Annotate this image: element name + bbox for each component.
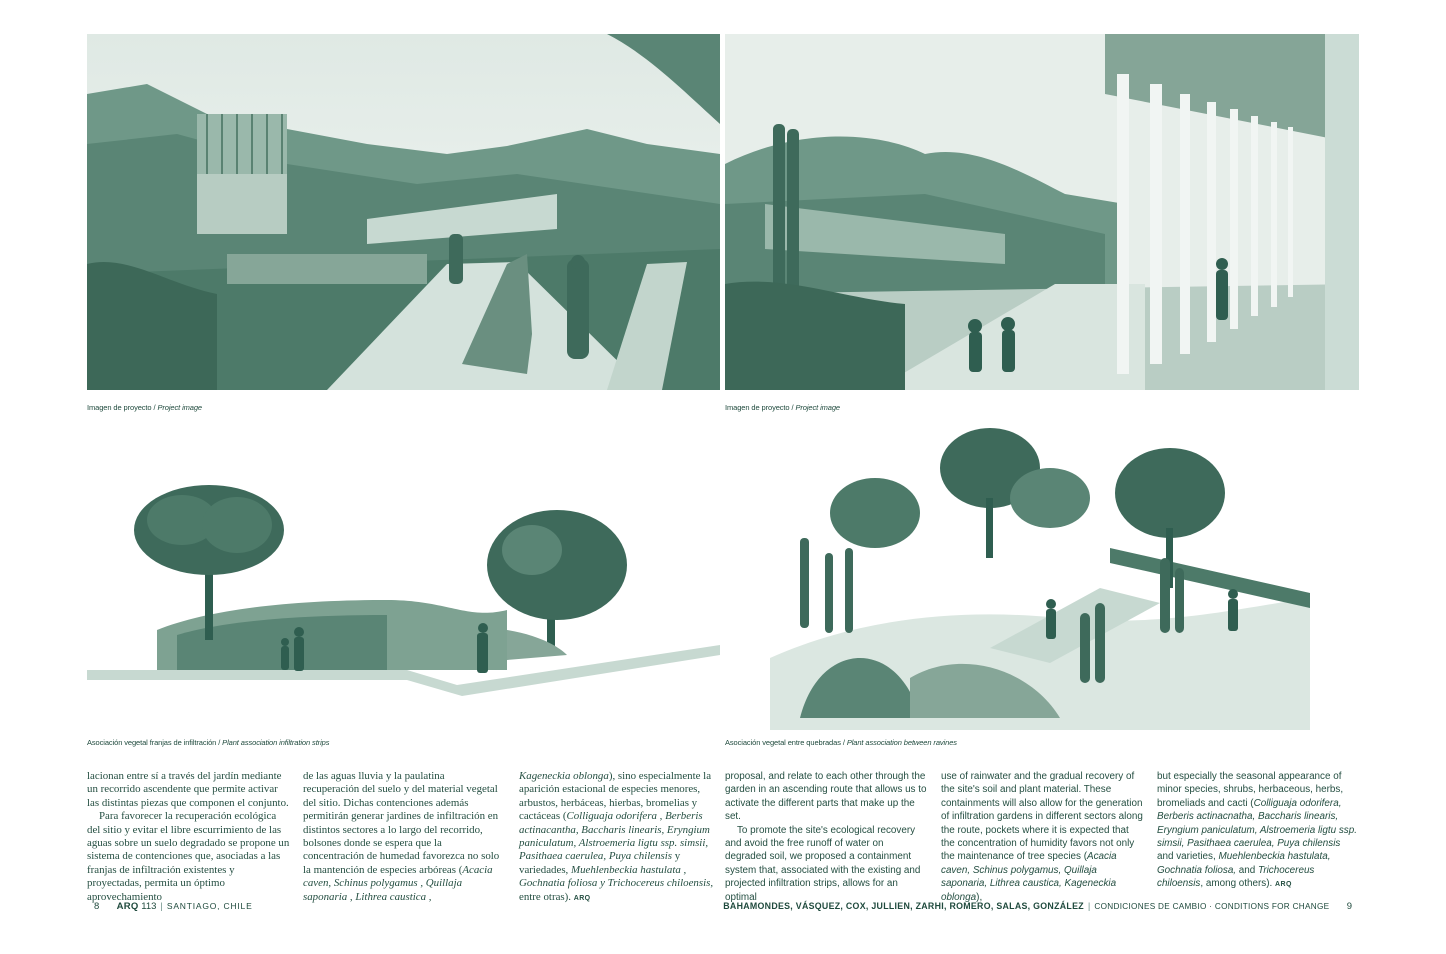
page-number: 8 [94,901,100,912]
text-run: and varieties, [1157,851,1219,863]
page-number: 9 [1346,901,1352,912]
text-run: use of rainwater and the gradual recovery of the site's soil and plant material. These containments will also allow for the generation of infiltration gardens in different sectors along the route, pockets where it is expected that the concentration of humidity favors not only the maintenance of tree species ( [941,771,1143,863]
species-list: Muehlenbeckia hastulata, Gochnatia foliosa, [1157,851,1331,876]
text-run: , among others). [1200,878,1276,890]
paragraph: proposal, and relate to each other through the garden in an ascending route that allows us to activate the different parts that make up the set. [725,771,927,823]
caption-es: Imagen de proyecto / [725,403,796,412]
footer-right [723,901,1352,912]
text-run: but especially the seasonal appearance of minor species, shrubs, herbaceous, herbs, bromeliads and cacti ( [1157,771,1344,809]
paragraph [303,770,503,904]
text-column-en-1 [725,770,927,904]
paragraph: To promote the site's ecological recovery and avoid the free runoff of water on degraded soil, we proposed a containment system that, associated with the existing and projected infiltration strips, allows for an optimal [725,824,921,903]
text-run: and [1236,864,1259,876]
text-column-es-1 [87,770,290,904]
footer-divider: | [160,901,163,912]
paragraph [519,770,719,905]
species-list: Trichocereus chiloensis [1157,864,1315,890]
infiltration-strip-illustration [87,470,720,700]
journal-name: ARQ [116,901,139,912]
caption-top-right [725,403,840,412]
caption-bottom-left [87,738,329,747]
caption-bottom-right [725,738,957,747]
species-list: Kageneckia oblonga [519,770,609,782]
caption-en: Plant association between ravines [846,738,957,747]
footer-divider: | [1087,901,1091,912]
species-list: Acacia caven, Schinus polygamus, Quillaja saponaria, Lithrea caustica, Kageneckia oblonga [941,851,1117,903]
text-run: de las aguas lluvia y la paulatina recuperación del suelo y del material vegetal del sitio. Dichas contenciones además permitirán generar jardines de infiltración en distintos sectores a lo largo del recorrido, bolsones donde se espera que la concentración de humedad favorezca no solo la mantención de especies arbóreas ( [303,770,500,876]
caption-en: Project image [795,403,841,412]
rendering-colonnade [725,34,1359,390]
arq-end-mark: ARQ [573,894,591,902]
paragraph [1157,770,1359,892]
species-list: Muehlenbeckia hastulata , Gochnatia foliosa y Trichocereus chiloensis, [519,863,714,890]
rendering-street-view [87,34,720,390]
paragraph [941,770,1143,904]
ravine-garden-illustration [760,418,1320,730]
article-title: CONDICIONES DE CAMBIO · CONDITIONS FOR CHANGE [1094,902,1330,911]
city: SANTIAGO, CHILE [166,901,253,911]
caption-top-left [87,403,202,412]
paragraph: Para favorecer la recuperación ecológica del sitio y evitar el libre escurrimiento de las aguas sobre un suelo degradado se propone un sistema de contenciones que, asociadas a las franjas de infiltración existentes y proyectadas, permita un óptimo aprovechamiento [87,810,290,903]
species-list: Acacia caven, Schinus polygamus , Quillaja saponaria , Lithrea caustica , [303,863,493,903]
article-authors: BAHAMONDES, VÁSQUEZ, COX, JULLIEN, ZARHI, ROMERO, SALAS, GONZÁLEZ [723,901,1084,911]
text-column-en-3 [1157,770,1359,892]
plant-association-strips-drawing [87,470,720,700]
footer-left [94,901,253,912]
caption-es: Imagen de proyecto / [87,403,158,412]
caption-en: Project image [157,403,203,412]
text-run: entre otras). [519,890,574,903]
text-run: ), sino especialmente la aparición estacional de especies menores, arbustos, herbáceas, hierbas, bromelias y cactáceas ( [519,770,712,823]
text-column-es-2 [303,770,503,904]
arq-end-mark: ARQ [1275,881,1292,889]
project-image-left [87,34,720,390]
project-image-right [725,34,1359,390]
species-list: Colliguaja odorifera, Berberis actinacnatha, Baccharis linearis, Eryngium paniculatum, Alstroemeria ligtu ssp. simsii, Pasithaea caerulea, Puya chilensis [1157,797,1357,850]
paragraph: lacionan entre sí a través del jardín mediante un recorrido ascendente que permite activar las distintas piezas que componen el conjunto. [87,770,289,809]
plant-association-ravines-drawing [760,418,1320,730]
caption-es: Asociación vegetal entre quebradas / [725,738,847,747]
caption-en: Plant association infiltration strips [222,738,330,747]
caption-es: Asociación vegetal franjas de infiltración / [87,738,223,747]
issue-number: 113 [141,901,157,912]
text-column-es-3 [519,770,719,905]
text-column-en-2 [941,770,1143,904]
species-list: Colliguaja odorifera , Berberis actinacantha, Baccharis linearis, Eryngium paniculatum, Alstroemeria ligtu ssp. simsii, Pasithaea caerulea, Puya chilensis [519,810,710,863]
text-run: y variedades, [519,850,681,876]
text-run: ), [976,891,983,903]
